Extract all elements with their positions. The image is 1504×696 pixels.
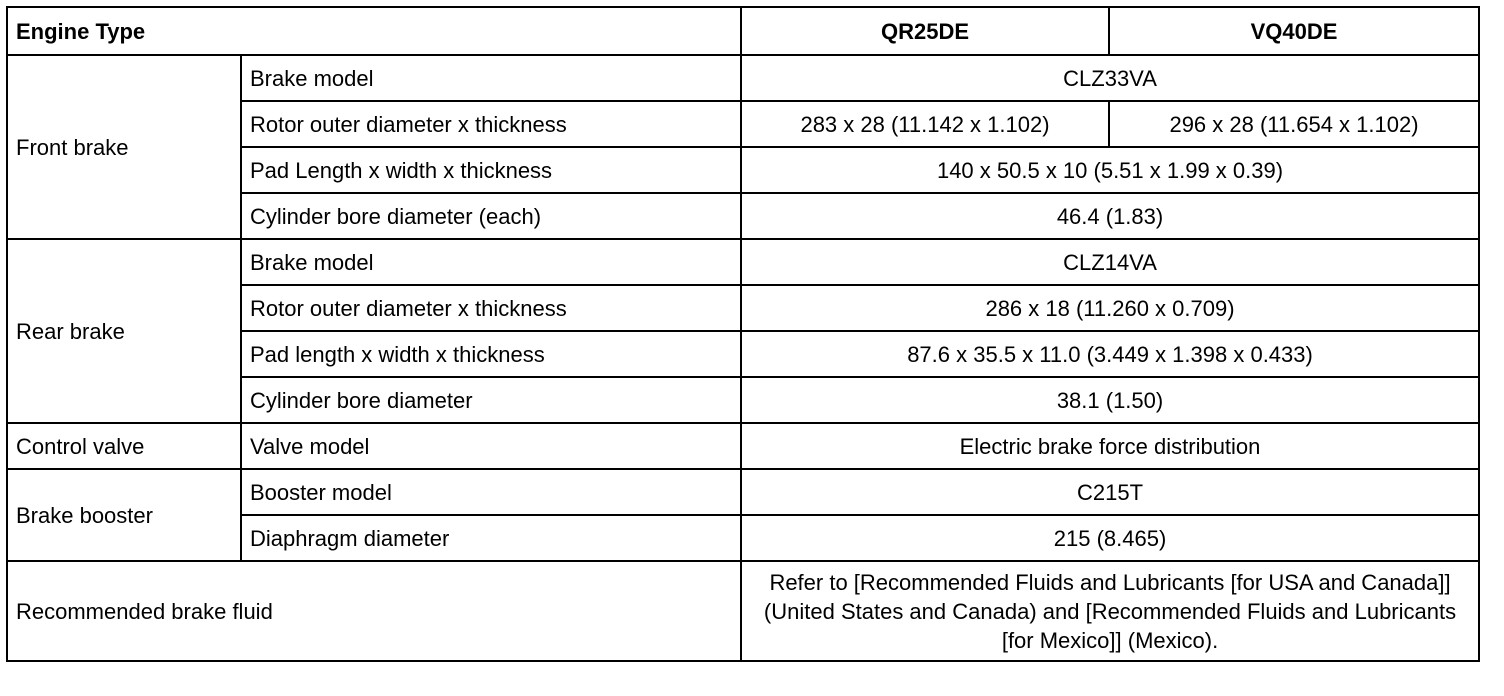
- brake-booster-label: Brake booster: [7, 469, 241, 561]
- front-cylinder-value: 46.4 (1.83): [741, 193, 1479, 239]
- valve-model-value: Electric brake force distribution: [741, 423, 1479, 469]
- table-row: [7, 561, 1479, 661]
- front-pad-label: Pad Length x width x thickness: [241, 147, 741, 193]
- front-cylinder-label: Cylinder bore diameter (each): [241, 193, 741, 239]
- table-row: [7, 239, 1479, 285]
- table-row: [7, 55, 1479, 101]
- control-valve-label: Control valve: [7, 423, 241, 469]
- brake-specifications-table: [6, 6, 1480, 662]
- diaphragm-value: 215 (8.465): [741, 515, 1479, 561]
- vq40de-header: VQ40DE: [1109, 7, 1479, 55]
- table-header-row: [7, 7, 1479, 55]
- rear-pad-label: Pad length x width x thickness: [241, 331, 741, 377]
- front-rotor-qr25de-value: 283 x 28 (11.142 x 1.102): [741, 101, 1109, 147]
- rear-brake-model-label: Brake model: [241, 239, 741, 285]
- rear-brake-model-value: CLZ14VA: [741, 239, 1479, 285]
- valve-model-label: Valve model: [241, 423, 741, 469]
- front-rotor-vq40de-value: 296 x 28 (11.654 x 1.102): [1109, 101, 1479, 147]
- rear-cylinder-value: 38.1 (1.50): [741, 377, 1479, 423]
- rear-rotor-label: Rotor outer diameter x thickness: [241, 285, 741, 331]
- rear-brake-label: Rear brake: [7, 239, 241, 423]
- front-brake-label: Front brake: [7, 55, 241, 239]
- front-brake-model-label: Brake model: [241, 55, 741, 101]
- front-pad-value: 140 x 50.5 x 10 (5.51 x 1.99 x 0.39): [741, 147, 1479, 193]
- brake-fluid-label: Recommended brake fluid: [7, 561, 741, 661]
- engine-type-header: Engine Type: [7, 7, 741, 55]
- front-rotor-label: Rotor outer diameter x thickness: [241, 101, 741, 147]
- front-brake-model-value: CLZ33VA: [741, 55, 1479, 101]
- rear-cylinder-label: Cylinder bore diameter: [241, 377, 741, 423]
- rear-rotor-value: 286 x 18 (11.260 x 0.709): [741, 285, 1479, 331]
- brake-fluid-value: Refer to [Recommended Fluids and Lubricants [for USA and Canada]] (United States and Canada) and [Recommended Fluids and Lubricants [for Mexico]] (Mexico).: [741, 561, 1479, 661]
- diaphragm-label: Diaphragm diameter: [241, 515, 741, 561]
- booster-model-value: C215T: [741, 469, 1479, 515]
- table-row: [7, 423, 1479, 469]
- qr25de-header: QR25DE: [741, 7, 1109, 55]
- table-row: [7, 469, 1479, 515]
- rear-pad-value: 87.6 x 35.5 x 11.0 (3.449 x 1.398 x 0.433): [741, 331, 1479, 377]
- booster-model-label: Booster model: [241, 469, 741, 515]
